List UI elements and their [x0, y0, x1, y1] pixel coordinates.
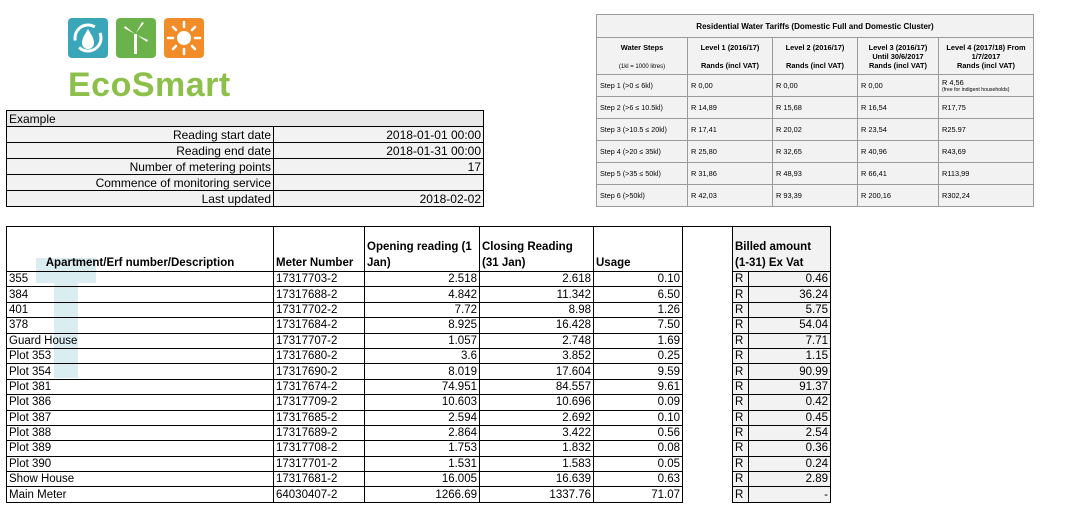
row-meter-number: 17317689-2 — [274, 425, 365, 440]
tariff-header-level-2 — [773, 38, 858, 75]
table-row — [7, 333, 831, 348]
metering-points-label: Number of metering points — [7, 159, 274, 175]
row-opening-reading: 8.019 — [365, 364, 480, 379]
tariff-cell: R 25,80 — [688, 141, 773, 163]
spacer-cell — [683, 348, 733, 363]
tariff-cell: R25.97 — [939, 119, 1034, 141]
row-meter-number: 17317690-2 — [274, 364, 365, 379]
tariff-cell — [939, 75, 1034, 97]
tariff-step: Step 5 (>35 ≤ 50kl) — [597, 163, 688, 185]
row-billed-amount: 91.37 — [749, 379, 831, 394]
row-currency: R — [733, 472, 749, 487]
water-drop-icon — [68, 18, 108, 58]
tariff-cell: R17,75 — [939, 97, 1034, 119]
row-description: Plot 381 — [7, 379, 274, 394]
col-billed-header: Billed amount (1-31) Ex Vat — [733, 227, 831, 272]
table-row — [7, 487, 831, 502]
table-header-row — [7, 227, 831, 272]
table-row — [7, 364, 831, 379]
row-usage: 0.09 — [594, 395, 683, 410]
metering-points-value: 17 — [274, 159, 484, 175]
row-description: Plot 354 — [7, 364, 274, 379]
tariff-cell: R 16,54 — [858, 97, 939, 119]
row-opening-reading: 16.005 — [365, 472, 480, 487]
tariff-cell: R 66,41 — [858, 163, 939, 185]
tariff-cell: R 20,02 — [773, 119, 858, 141]
tariff-cell: R 40,96 — [858, 141, 939, 163]
row-currency: R — [733, 395, 749, 410]
tariff-cell: R 23,54 — [858, 119, 939, 141]
row-closing-reading: 11.342 — [480, 287, 594, 302]
row-meter-number: 17317702-2 — [274, 302, 365, 317]
tariff-cell: R 0,00 — [688, 75, 773, 97]
row-currency: R — [733, 487, 749, 502]
row-currency: R — [733, 302, 749, 317]
row-closing-reading: 2.692 — [480, 410, 594, 425]
row-usage: 1.26 — [594, 302, 683, 317]
wind-turbine-icon — [116, 18, 156, 58]
row-usage: 6.50 — [594, 287, 683, 302]
last-updated-value: 2018-02-02 — [274, 191, 484, 207]
tariff-step: Step 4 (>20 ≤ 35kl) — [597, 141, 688, 163]
table-row — [7, 456, 831, 471]
row-closing-reading: 8.98 — [480, 302, 594, 317]
row-opening-reading: 2.594 — [365, 410, 480, 425]
row-currency: R — [733, 410, 749, 425]
steps-label: Water Steps — [620, 42, 664, 52]
reading-start-value: 2018-01-01 00:00 — [274, 127, 484, 143]
row-currency: R — [733, 348, 749, 363]
row-opening-reading: 2.518 — [365, 272, 480, 287]
table-row — [7, 272, 831, 287]
row-description: Plot 386 — [7, 395, 274, 410]
row-closing-reading: 1.832 — [480, 441, 594, 456]
row-description: Show House — [7, 472, 274, 487]
tariff-row — [597, 163, 1034, 185]
row-description: Plot 353 — [7, 348, 274, 363]
row-usage: 0.56 — [594, 425, 683, 440]
row-description: 355 — [7, 272, 274, 287]
row-meter-number: 17317688-2 — [274, 287, 365, 302]
col-opening-header: Opening reading (1 Jan) — [365, 227, 480, 272]
row-opening-reading: 1266.69 — [365, 487, 480, 502]
row-meter-number: 17317701-2 — [274, 456, 365, 471]
tariff-header-level-3 — [858, 38, 939, 75]
last-updated-label: Last updated — [7, 191, 274, 207]
row-usage: 1.69 — [594, 333, 683, 348]
spacer-cell — [683, 379, 733, 394]
tariff-cell: R 93,39 — [773, 185, 858, 207]
tariff-cell: R 15,68 — [773, 97, 858, 119]
row-meter-number: 17317708-2 — [274, 441, 365, 456]
row-meter-number: 17317681-2 — [274, 472, 365, 487]
row-billed-amount: 54.04 — [749, 318, 831, 333]
row-usage: 0.05 — [594, 456, 683, 471]
level-4-unit: Rands (incl VAT) — [956, 60, 1016, 70]
row-closing-reading: 2.618 — [480, 272, 594, 287]
tariff-row — [597, 75, 1034, 97]
spacer-cell — [683, 318, 733, 333]
row-description: 401 — [7, 302, 274, 317]
tariff-cell: R 14,89 — [688, 97, 773, 119]
row-closing-reading: 10.696 — [480, 395, 594, 410]
tariff-row — [597, 119, 1034, 141]
tariff-step: Step 6 (>50kl) — [597, 185, 688, 207]
level-1-unit: Rands (incl VAT) — [700, 60, 760, 70]
row-description: Plot 387 — [7, 410, 274, 425]
spacer-cell — [683, 487, 733, 502]
row-currency: R — [733, 441, 749, 456]
row-billed-amount: 5.75 — [749, 302, 831, 317]
tariff-value: R 4,56 — [942, 78, 964, 87]
reading-end-label: Reading end date — [7, 143, 274, 159]
row-billed-amount: 7.71 — [749, 333, 831, 348]
spacer-cell — [683, 472, 733, 487]
tariff-cell: R 42,03 — [688, 185, 773, 207]
row-meter-number: 17317707-2 — [274, 333, 365, 348]
row-billed-amount: 2.89 — [749, 472, 831, 487]
tariff-header-level-1 — [688, 38, 773, 75]
commence-monitoring-label: Commence of monitoring service — [7, 175, 274, 191]
row-meter-number: 17317684-2 — [274, 318, 365, 333]
steps-note: (1kl = 1000 litres) — [618, 63, 666, 70]
spacer-cell — [683, 302, 733, 317]
tariff-cell: R 200,16 — [858, 185, 939, 207]
row-currency: R — [733, 379, 749, 394]
row-billed-amount: 90.99 — [749, 364, 831, 379]
row-billed-amount: 0.24 — [749, 456, 831, 471]
row-billed-amount: 0.46 — [749, 272, 831, 287]
row-usage: 0.08 — [594, 441, 683, 456]
table-row — [7, 302, 831, 317]
level-3-unit: Rands (incl VAT) — [868, 60, 928, 70]
row-opening-reading: 1.753 — [365, 441, 480, 456]
row-billed-amount: 2.54 — [749, 425, 831, 440]
col-apartment-header: Apartment/Erf number/Description — [7, 227, 274, 272]
tariff-header-steps — [597, 38, 688, 75]
row-closing-reading: 84.557 — [480, 379, 594, 394]
sun-icon — [164, 18, 204, 58]
tariff-step: Step 2 (>6 ≤ 10.5kl) — [597, 97, 688, 119]
row-closing-reading: 1337.76 — [480, 487, 594, 502]
row-description: Plot 389 — [7, 441, 274, 456]
spacer-cell — [683, 425, 733, 440]
tariff-header-level-4 — [939, 38, 1034, 75]
row-description: Guard House — [7, 333, 274, 348]
row-billed-amount: 0.45 — [749, 410, 831, 425]
tariff-cell: R 48,93 — [773, 163, 858, 185]
meter-readings-table — [6, 226, 831, 503]
table-row — [7, 395, 831, 410]
spacer-cell — [683, 395, 733, 410]
table-row — [7, 441, 831, 456]
table-row — [7, 287, 831, 302]
reading-start-label: Reading start date — [7, 127, 274, 143]
row-closing-reading: 16.639 — [480, 472, 594, 487]
row-opening-reading: 4.842 — [365, 287, 480, 302]
row-closing-reading: 1.583 — [480, 456, 594, 471]
level-1-name: Level 1 (2016/17) — [700, 42, 760, 52]
row-currency: R — [733, 287, 749, 302]
row-opening-reading: 2.864 — [365, 425, 480, 440]
reading-end-value: 2018-01-31 00:00 — [274, 143, 484, 159]
row-meter-number: 17317674-2 — [274, 379, 365, 394]
tariff-title: Residential Water Tariffs (Domestic Full and Domestic Cluster) — [597, 15, 1034, 38]
row-billed-amount: 0.36 — [749, 441, 831, 456]
row-usage: 0.10 — [594, 272, 683, 287]
row-currency: R — [733, 318, 749, 333]
row-description: Plot 390 — [7, 456, 274, 471]
col-closing-header: Closing Reading (31 Jan) — [480, 227, 594, 272]
tariff-cell: R 31,86 — [688, 163, 773, 185]
tariff-step: Step 1 (>0 ≤ 6kl) — [597, 75, 688, 97]
ecosmart-logo — [60, 14, 270, 104]
tariff-cell: R113,99 — [939, 163, 1034, 185]
table-row — [7, 348, 831, 363]
row-opening-reading: 3.6 — [365, 348, 480, 363]
row-meter-number: 64030407-2 — [274, 487, 365, 502]
tariff-cell: R 0,00 — [773, 75, 858, 97]
row-opening-reading: 1.057 — [365, 333, 480, 348]
brand-name: EcoSmart — [68, 66, 231, 104]
tariff-cell: R 0,00 — [858, 75, 939, 97]
row-closing-reading: 17.604 — [480, 364, 594, 379]
row-usage: 0.63 — [594, 472, 683, 487]
table-row — [7, 472, 831, 487]
spacer-cell — [683, 441, 733, 456]
row-opening-reading: 10.603 — [365, 395, 480, 410]
row-usage: 0.25 — [594, 348, 683, 363]
example-label: Example — [7, 111, 484, 127]
report-info-table — [6, 110, 484, 207]
row-description: 378 — [7, 318, 274, 333]
row-currency: R — [733, 364, 749, 379]
table-row — [7, 318, 831, 333]
row-billed-amount: 36.24 — [749, 287, 831, 302]
row-billed-amount: 0.42 — [749, 395, 831, 410]
tariff-row — [597, 97, 1034, 119]
row-usage: 7.50 — [594, 318, 683, 333]
tariff-row — [597, 141, 1034, 163]
row-closing-reading: 16.428 — [480, 318, 594, 333]
row-opening-reading: 74.951 — [365, 379, 480, 394]
commence-monitoring-value — [274, 175, 484, 191]
row-description: Main Meter — [7, 487, 274, 502]
row-meter-number: 17317680-2 — [274, 348, 365, 363]
row-usage: 71.07 — [594, 487, 683, 502]
row-billed-amount: 1.15 — [749, 348, 831, 363]
tariff-row — [597, 185, 1034, 207]
row-currency: R — [733, 272, 749, 287]
row-currency: R — [733, 456, 749, 471]
row-description: Plot 388 — [7, 425, 274, 440]
level-4-name: Level 4 (2017/18) From 1/7/2017 — [946, 42, 1026, 61]
row-usage: 9.61 — [594, 379, 683, 394]
row-usage: 0.10 — [594, 410, 683, 425]
spacer-cell — [683, 456, 733, 471]
spacer-cell — [683, 333, 733, 348]
col-usage-header: Usage — [594, 227, 683, 272]
water-tariff-table — [596, 14, 1034, 207]
row-opening-reading: 7.72 — [365, 302, 480, 317]
level-2-unit: Rands (incl VAT) — [785, 60, 845, 70]
tariff-cell: R 17,41 — [688, 119, 773, 141]
row-currency: R — [733, 333, 749, 348]
tariff-cell: R302,24 — [939, 185, 1034, 207]
spacer-cell — [683, 410, 733, 425]
spacer-cell — [683, 364, 733, 379]
row-usage: 9.59 — [594, 364, 683, 379]
row-meter-number: 17317709-2 — [274, 395, 365, 410]
row-billed-amount: - — [749, 487, 831, 502]
table-row — [7, 379, 831, 394]
row-closing-reading: 2.748 — [480, 333, 594, 348]
spacer-cell — [683, 287, 733, 302]
tariff-cell: R 32,65 — [773, 141, 858, 163]
level-2-name: Level 2 (2016/17) — [785, 42, 845, 52]
row-description: 384 — [7, 287, 274, 302]
row-meter-number: 17317703-2 — [274, 272, 365, 287]
row-closing-reading: 3.422 — [480, 425, 594, 440]
col-meter-header: Meter Number — [274, 227, 365, 272]
tariff-step: Step 3 (>10.5 ≤ 20kl) — [597, 119, 688, 141]
table-row — [7, 425, 831, 440]
indigent-note: (free for indigent households) — [942, 87, 1010, 93]
spacer-cell — [683, 227, 733, 272]
level-3-name: Level 3 (2016/17) Until 30/6/2017 — [868, 42, 928, 61]
tariff-cell: R43,69 — [939, 141, 1034, 163]
spacer-cell — [683, 272, 733, 287]
row-opening-reading: 8.925 — [365, 318, 480, 333]
row-meter-number: 17317685-2 — [274, 410, 365, 425]
row-currency: R — [733, 425, 749, 440]
row-closing-reading: 3.852 — [480, 348, 594, 363]
table-row — [7, 410, 831, 425]
row-opening-reading: 1.531 — [365, 456, 480, 471]
